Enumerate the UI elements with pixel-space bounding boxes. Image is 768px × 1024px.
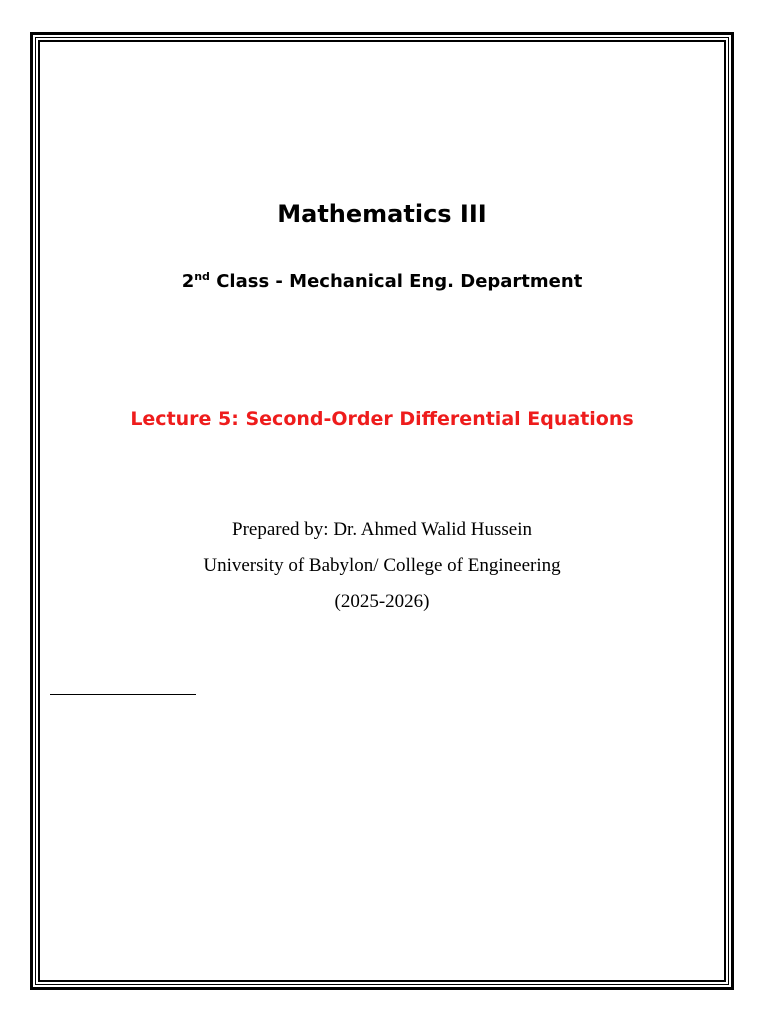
institution-line: University of Babylon/ College of Engineering [203, 555, 561, 576]
class-department-subtitle [0, 271, 764, 292]
class-number: 2 [181, 271, 195, 292]
prepared-by-line: Prepared by: Dr. Ahmed Walid Hussein [232, 519, 532, 540]
page-border-inner [38, 40, 726, 982]
course-title: Mathematics III [277, 200, 487, 228]
footnote-separator [50, 694, 196, 695]
academic-year-line: (2025-2026) [334, 591, 430, 612]
department-text: Class - Mechanical Eng. Department [209, 271, 583, 292]
author-block [0, 512, 764, 620]
class-ordinal-suffix: nd [194, 270, 210, 283]
lecture-title: Lecture 5: Second-Order Differential Equations [130, 408, 634, 430]
